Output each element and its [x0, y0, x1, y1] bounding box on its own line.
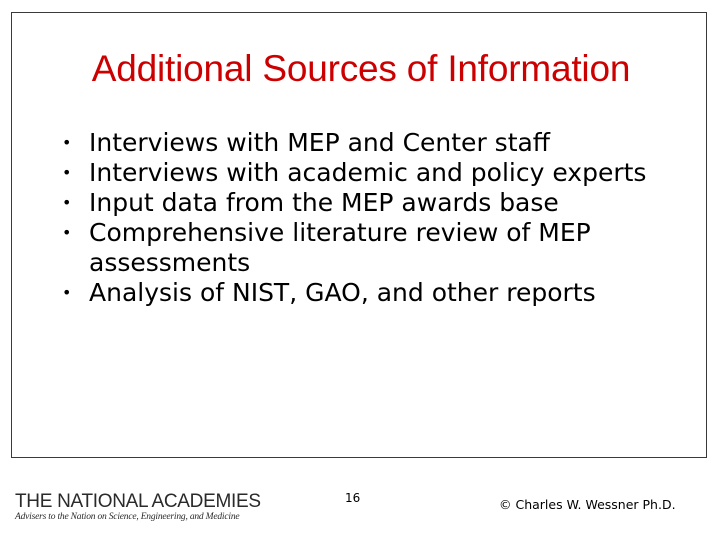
bullet-text: Interviews with MEP and Center staff: [89, 128, 551, 157]
bullet-icon: •: [62, 163, 72, 182]
logo-name: THE NATIONAL ACADEMIES: [15, 491, 261, 512]
bullet-list: [60, 128, 680, 308]
list-item: [60, 188, 680, 218]
bullet-icon: •: [62, 223, 72, 242]
list-item: [60, 218, 680, 278]
bullet-text: Input data from the MEP awards base: [89, 188, 559, 217]
page-number: 16: [345, 491, 361, 505]
list-item: [60, 278, 680, 308]
slide-title: Additional Sources of Information: [91, 48, 631, 89]
list-item: [60, 128, 680, 158]
copyright-notice: © Charles W. Wessner Ph.D.: [499, 497, 676, 512]
bullet-icon: •: [62, 283, 72, 302]
bullet-text: Analysis of NIST, GAO, and other reports: [89, 278, 596, 307]
bullet-icon: •: [62, 133, 72, 152]
bullet-icon: •: [62, 193, 72, 212]
list-item: [60, 158, 680, 188]
national-academies-logo: [15, 493, 261, 523]
bullet-text: Comprehensive literature review of MEP assessments: [89, 218, 591, 277]
logo-tagline: Advisers to the Nation on Science, Engineering, and Medicine: [15, 512, 240, 522]
bullet-text: Interviews with academic and policy experts: [89, 158, 647, 187]
